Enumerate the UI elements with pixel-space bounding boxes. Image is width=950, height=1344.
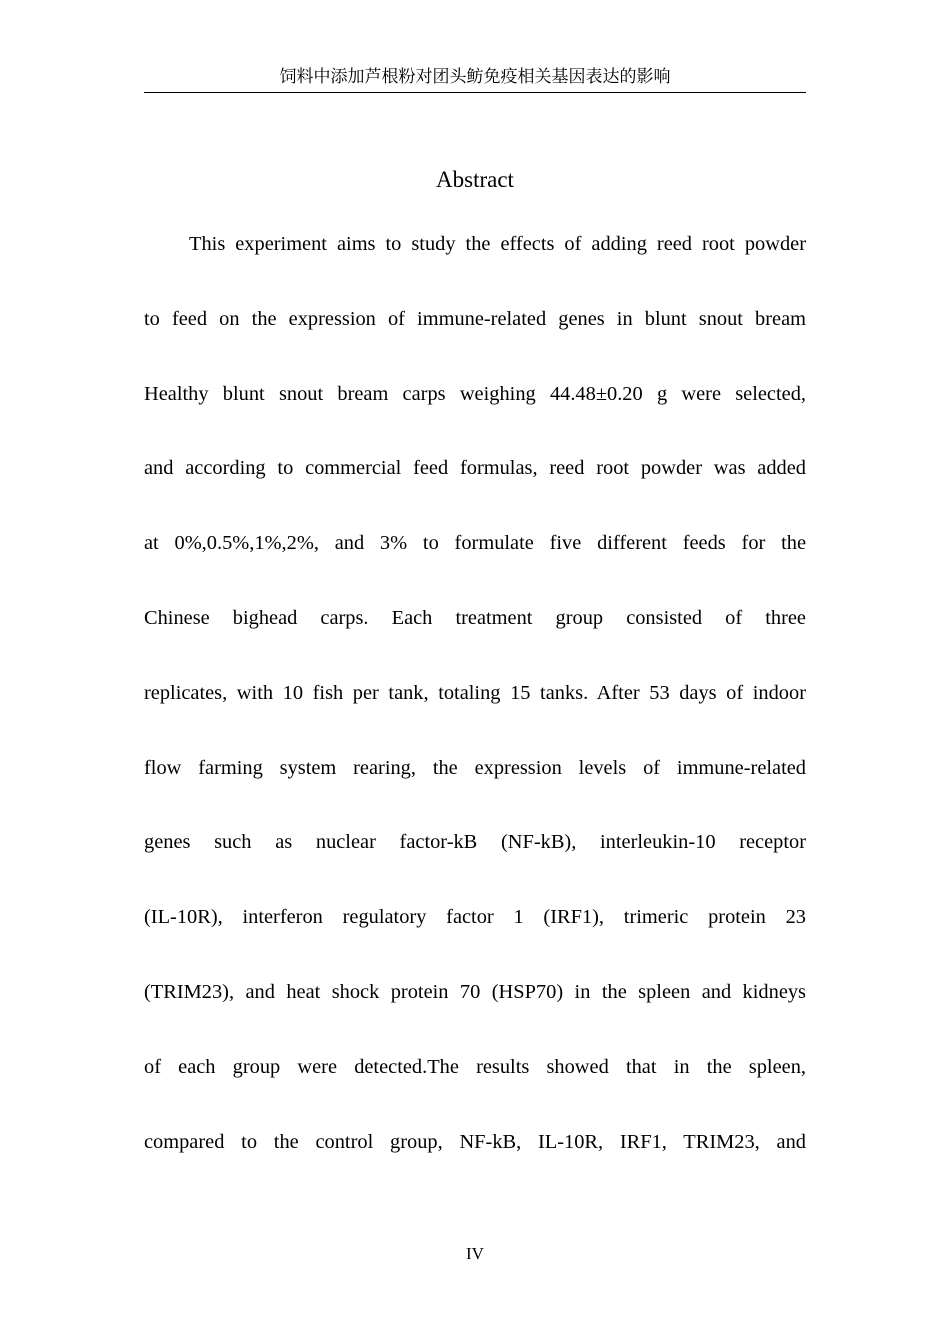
running-header-title: 饲料中添加芦根粉对团头鲂免疫相关基因表达的影响 — [279, 67, 671, 86]
abstract-line: This experiment aims to study the effects of adding reed root powder — [189, 233, 806, 255]
header-divider — [144, 92, 806, 93]
abstract-line: to feed on the expression of immune-related genes in blunt snout bream — [144, 307, 806, 330]
abstract-line: (IL-10R), interferon regulatory factor 1 (IRF1), trimeric protein 23 — [144, 906, 806, 929]
page-number: IV — [466, 1244, 484, 1263]
abstract-line: genes such as nuclear factor-kB (NF-kB), interleukin-10 receptor — [144, 831, 806, 854]
abstract-line: of each group were detected.The results showed that in the spleen, — [144, 1055, 806, 1078]
abstract-body — [144, 226, 806, 1198]
abstract-line: Healthy blunt snout bream carps weighing 44.48±0.20 g were selected, — [144, 382, 806, 405]
abstract-heading: Abstract — [436, 167, 514, 192]
abstract-line: replicates, with 10 fish per tank, totaling 15 tanks. After 53 days of indoor — [144, 681, 806, 704]
abstract-line: flow farming system rearing, the expression levels of immune-related — [144, 756, 806, 779]
abstract-line: and according to commercial feed formulas, reed root powder was added — [144, 457, 806, 480]
abstract-line: (TRIM23), and heat shock protein 70 (HSP70) in the spleen and kidneys — [144, 980, 806, 1003]
abstract-line: compared to the control group, NF-kB, IL-10R, IRF1, TRIM23, and — [144, 1130, 806, 1153]
abstract-line: at 0%,0.5%,1%,2%, and 3% to formulate five different feeds for the — [144, 532, 806, 555]
abstract-line: Chinese bighead carps. Each treatment group consisted of three — [144, 606, 806, 629]
